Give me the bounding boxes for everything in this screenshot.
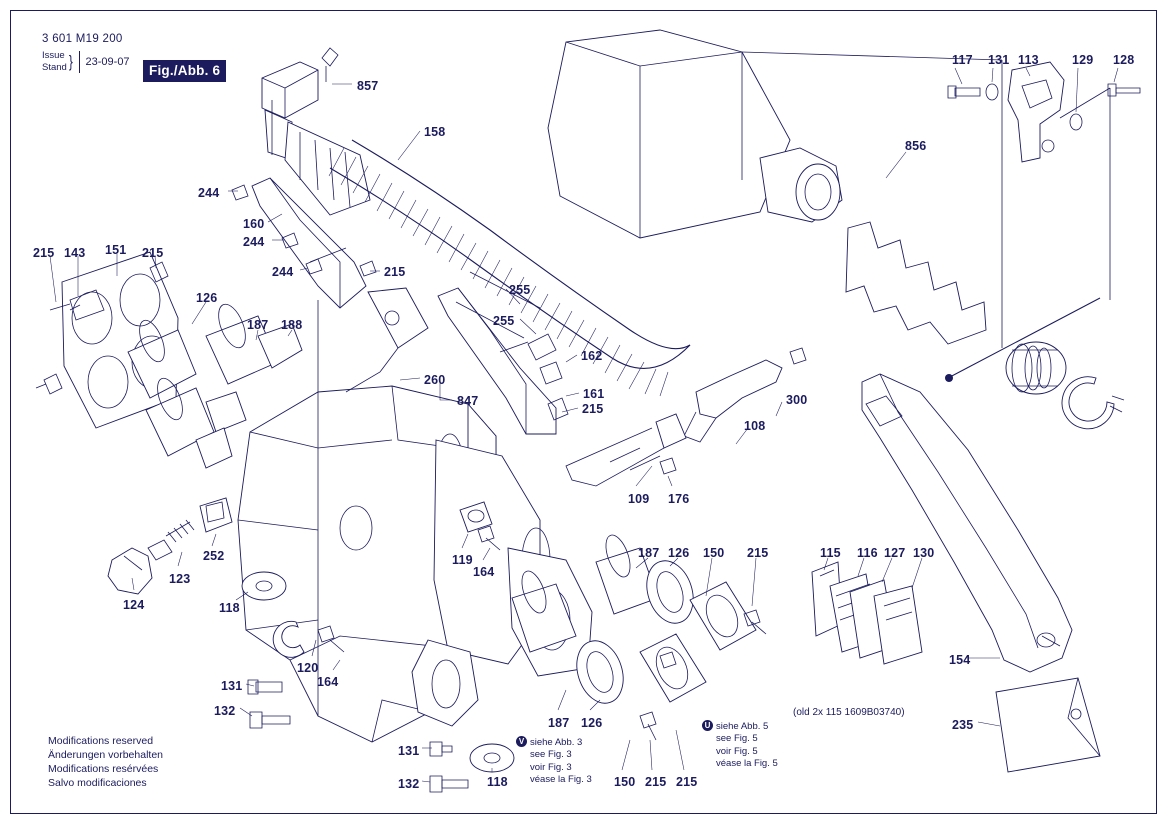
- callout-161: 161: [583, 387, 605, 401]
- note-marker-u: U: [702, 720, 713, 731]
- callout-252: 252: [203, 549, 225, 563]
- callout-856: 856: [905, 139, 927, 153]
- callout-187: 187: [548, 716, 570, 730]
- callout-116: 116: [857, 546, 878, 560]
- callout-118: 118: [219, 601, 240, 615]
- callout-255: 255: [509, 283, 531, 297]
- callout-244: 244: [198, 186, 220, 200]
- footer-line-de: Änderungen vorbehalten: [48, 748, 164, 761]
- bracket-113-assembly: [948, 62, 1140, 162]
- callout-188: 188: [281, 318, 303, 332]
- callout-113: 113: [1018, 53, 1039, 67]
- callout-154: 154: [949, 653, 971, 667]
- callout-215: 215: [676, 775, 698, 789]
- part-number: 3 601 M19 200: [42, 33, 123, 45]
- callout-158: 158: [424, 125, 446, 139]
- callout-129: 129: [1072, 53, 1094, 67]
- callout-244: 244: [272, 265, 294, 279]
- callout-132: 132: [214, 704, 236, 718]
- callout-123: 123: [169, 572, 191, 586]
- callout-187: 187: [247, 318, 269, 332]
- callout-128: 128: [1113, 53, 1135, 67]
- callout-162: 162: [581, 349, 603, 363]
- callout-857: 857: [357, 79, 379, 93]
- callout-160: 160: [243, 217, 265, 231]
- callout-119: 119: [452, 553, 473, 567]
- note-fig5-line2: see Fig. 5: [716, 733, 758, 745]
- issue-label-en: Issue: [42, 50, 65, 62]
- callout-244: 244: [243, 235, 265, 249]
- callout-127: 127: [884, 546, 906, 560]
- callout-126: 126: [668, 546, 690, 560]
- note-fig5-line3: voir Fig. 5: [716, 745, 758, 757]
- footer-line-es: Salvo modificaciones: [48, 776, 147, 789]
- rod-assembly-108-109: [566, 348, 806, 486]
- callout-300: 300: [786, 393, 808, 407]
- callout-150: 150: [703, 546, 725, 560]
- callout-215: 215: [582, 402, 604, 416]
- callout-118: 118: [487, 775, 508, 789]
- note-fig3-line3: voir Fig. 3: [530, 761, 572, 773]
- filter-plates-115-127-130: [812, 562, 922, 664]
- callout-131: 131: [221, 679, 243, 693]
- annotation-old-part: (old 2x 115 1609B03740): [793, 707, 905, 718]
- callout-143: 143: [64, 246, 86, 260]
- callout-109: 109: [628, 492, 650, 506]
- callout-176: 176: [668, 492, 690, 506]
- callout-255: 255: [493, 314, 515, 328]
- callout-235: 235: [952, 718, 974, 732]
- note-fig3-line4: véase la Fig. 3: [530, 774, 592, 786]
- callout-847: 847: [457, 394, 479, 408]
- callout-215: 215: [747, 546, 769, 560]
- callout-187: 187: [638, 546, 660, 560]
- callout-117: 117: [952, 53, 973, 67]
- note-marker-v: V: [516, 736, 527, 747]
- callout-126: 126: [196, 291, 218, 305]
- callout-130: 130: [913, 546, 935, 560]
- callout-132: 132: [398, 777, 420, 791]
- callout-151: 151: [105, 243, 127, 257]
- callout-120: 120: [297, 661, 319, 675]
- footer-line-fr: Modifications resérvées: [48, 762, 159, 775]
- callout-131: 131: [988, 53, 1010, 67]
- callout-215: 215: [645, 775, 667, 789]
- note-fig5-line4: véase la Fig. 5: [716, 758, 778, 770]
- callout-215: 215: [142, 246, 164, 260]
- note-fig3-line2: see Fig. 3: [530, 749, 572, 761]
- callout-131: 131: [398, 744, 420, 758]
- handle-154: [862, 374, 1100, 772]
- callout-215: 215: [384, 265, 406, 279]
- callout-124: 124: [123, 598, 145, 612]
- callout-164: 164: [473, 565, 495, 579]
- callout-115: 115: [820, 546, 841, 560]
- figure-badge: Fig./Abb. 6: [143, 60, 226, 82]
- callout-215: 215: [33, 246, 55, 260]
- callout-260: 260: [424, 373, 446, 387]
- note-fig5-line1: siehe Abb. 5: [716, 721, 769, 732]
- issue-brace: }: [68, 52, 73, 72]
- callout-164: 164: [317, 675, 339, 689]
- callout-108: 108: [744, 419, 766, 433]
- issue-label-de: Stand: [42, 62, 67, 74]
- callout-150: 150: [614, 775, 636, 789]
- issue-date: 23-09-07: [79, 51, 130, 73]
- note-fig3-line1: siehe Abb. 3: [530, 737, 583, 748]
- footer-line-en: Modifications reserved: [48, 735, 154, 747]
- callout-126: 126: [581, 716, 603, 730]
